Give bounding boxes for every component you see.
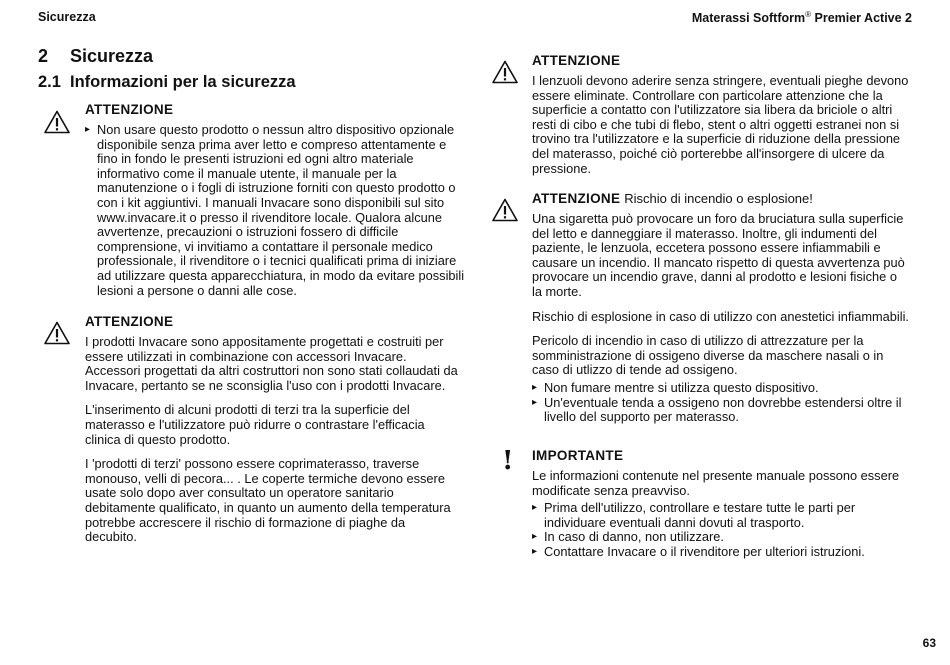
list-item: ▸ In caso di danno, non utilizzare. (532, 530, 912, 545)
section-number: 2 (38, 46, 49, 66)
running-header-product (692, 10, 912, 25)
subsection-number: 2.1 (38, 73, 61, 91)
list-item: ▸ Prima dell'utilizzo, controllare e testare tutte le parti per individuare eventuali danni dovuti al trasporto. (532, 501, 912, 530)
warning-list (532, 381, 910, 425)
list-item: ▸ Un'eventuale tenda a ossigeno non dovrebbe estendersi oltre il livello del supporto per materasso. (532, 396, 910, 425)
subsection-heading (38, 73, 296, 92)
warning-list (85, 123, 470, 298)
section-title: Sicurezza (70, 46, 154, 66)
warning-subtitle: Rischio di incendio o esplosione! (624, 191, 813, 206)
list-item: ▸ Non usare questo prodotto o nessun altro dispositivo opzionale disponibile senza prima aver letto e compreso attentamente e fino in fondo le presenti istruzioni ed ogni altro materiale informativo come il manuale utente, il manuale per la manutenzione o i fogli di istruzione forniti con questo prodotto o con i kit aggiuntivi. I manuali Invacare sono disponibili sul sito www.invacare.it o presso il rivenditore locale. Qualora alcune avvertenze, precauzioni o istruzioni fossero di difficile comprensione, vi invitiamo a contattare il personale medico professionale, il rivenditore o i tecnici qualificati prima di iniziare ad utilizzare questa apparecchiatura, in modo da evitare possibili lesioni a persone o danni alle cose. (85, 123, 470, 298)
product-name: Materassi Softform (691, 11, 806, 26)
warning-triangle-icon (492, 198, 518, 222)
warning-block-1 (85, 101, 470, 298)
warning-title: ATTENZIONE (85, 102, 174, 117)
list-item: ▸ Contattare Invacare o il rivenditore per ulteriori istruzioni. (532, 545, 912, 560)
exclamation-icon: ! (502, 446, 514, 476)
warning-triangle-icon (44, 110, 70, 134)
subsection-title: Informazioni per la sicurezza (70, 73, 296, 91)
important-title: IMPORTANTE (532, 448, 624, 463)
paragraph: Rischio di esplosione in caso di utilizzo con anestetici infiammabili. (532, 308, 909, 324)
paragraph: Le informazioni contenute nel presente manuale possono essere modificate senza preavviso. (532, 468, 900, 498)
warning-block-2 (85, 313, 460, 545)
warning-triangle-icon (492, 60, 518, 84)
important-list (532, 501, 912, 559)
warning-triangle-icon (44, 321, 70, 345)
running-header-section: Sicurezza (38, 10, 96, 24)
registered-mark: ® (805, 10, 812, 19)
paragraph: L'inserimento di alcuni prodotti di terzi tra la superficie del materasso e l'utilizzatore può ridurre o contrastare l'efficacia clinica di questo prodotto. (85, 402, 425, 447)
product-model: Premier Active 2 (811, 11, 912, 26)
page-number: 63 (922, 636, 936, 650)
paragraph: I lenzuoli devono aderire senza stringere, eventuali pieghe devono essere eliminate. Controllare con particolare attenzione che la superficie a contatto con l'utilizzatore sia libera da briciole o altri resti di cibo e che tubi di flebo, stent o altri oggetti estranei non si trovino tra l'utilizzatore e la superficie di riduzione della pressione del materasso, poiché ciò porterebbe all'insorgere di ulcere da pressione. (532, 73, 909, 176)
paragraph: Una sigaretta può provocare un foro da bruciatura sulla superficie del letto e danneggiare il materasso. Inoltre, gli indumenti del paziente, le lenzuola, eccetera possono essere infiammabili e causare un incendio. Il mancato rispetto di questa avvertenza può provocare un incendio grave, danni al prodotto e lesioni fisiche o la morte. (532, 211, 905, 299)
warning-block-4 (532, 190, 910, 425)
section-heading (38, 46, 153, 67)
warning-block-3 (532, 52, 912, 176)
warning-title-line (532, 190, 910, 208)
warning-title: ATTENZIONE (532, 191, 621, 206)
paragraph: I 'prodotti di terzi' possono essere coprimaterasso, traverse monouso, velli di pecora... . Le coperte termiche devono essere usate solo dopo aver consultato un operatore sanitario debitamente qualificato, in quanto un aumento della temperatura potrebbe accrescere il rischio di formazione di piaghe da decubito. (85, 456, 451, 545)
warning-title: ATTENZIONE (85, 314, 174, 329)
list-item: ▸ Non fumare mentre si utilizza questo dispositivo. (532, 381, 910, 396)
paragraph: Pericolo di incendio in caso di utilizzo di attrezzature per la somministrazione di ossigeno diverse da maschere nasali o in caso di utlizzo di tende ad ossigeno. (532, 333, 884, 378)
paragraph: I prodotti Invacare sono appositamente progettati e costruiti per essere utilizzati in combinazione con accessori Invacare. Accessori progettati da altri costruttori non sono stati collaudati da Invacare, pertanto se ne sconsiglia l'uso con i prodotti Invacare. (85, 334, 458, 393)
important-block (532, 447, 912, 560)
warning-title: ATTENZIONE (532, 53, 621, 68)
